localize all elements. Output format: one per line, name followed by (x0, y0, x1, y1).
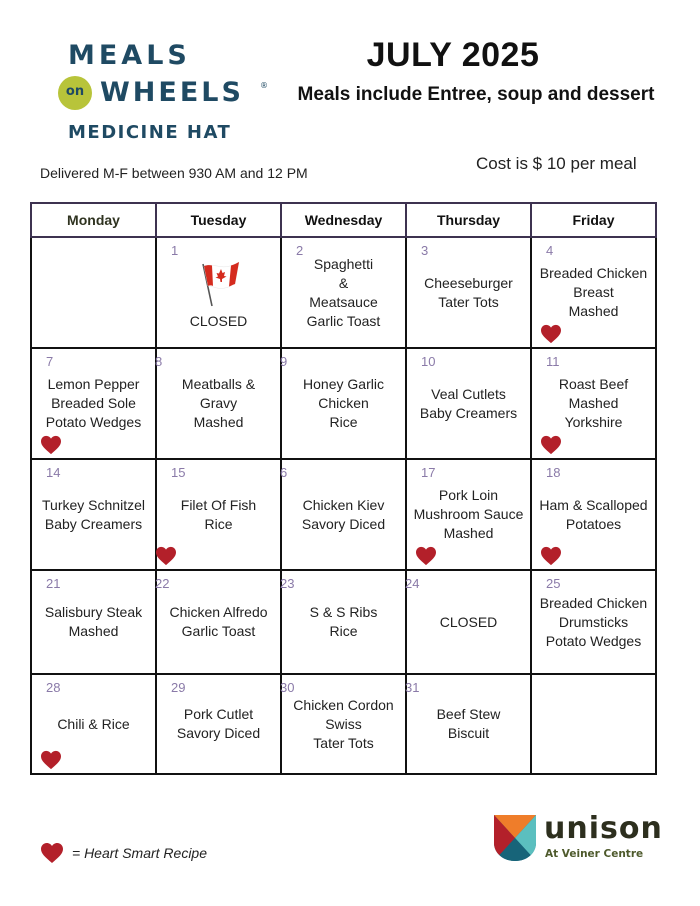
meal-line: Mashed (193, 414, 244, 430)
meal-line: Mashed (568, 395, 619, 411)
meal-line: Baby Creamers (44, 515, 143, 532)
meal-line: Chili & Rice (57, 715, 130, 732)
meal-line: Veal Cutlets (431, 385, 506, 402)
meal-line: & (338, 274, 349, 291)
calendar-day-cell (31, 348, 156, 459)
meal-line: Tater Tots (438, 293, 499, 310)
day-number: 3 (421, 243, 429, 258)
day-number: 14 (46, 465, 61, 480)
meal-line: Filet Of Fish (180, 496, 257, 513)
heart-icon (40, 842, 64, 864)
heart-smart-icon (155, 546, 177, 566)
day-number: 30 (280, 680, 295, 695)
meal-line: Roast Beef (558, 376, 629, 392)
day-number: 18 (546, 465, 561, 480)
calendar-day-cell (531, 570, 656, 674)
meal-line: Garlic Toast (181, 623, 256, 639)
meal-line: Chicken Kiev (302, 496, 385, 513)
meal-line: Mashed (68, 623, 119, 639)
weekday-header: Wednesday (281, 203, 406, 237)
calendar-day-cell (406, 674, 531, 774)
heart-smart-icon (40, 750, 62, 770)
calendar-day-cell (406, 348, 531, 459)
meals-on-wheels-logo (58, 40, 278, 150)
delivery-info: Delivered M-F between 930 AM and 12 PM (40, 165, 308, 181)
meal-line: Yorkshire (564, 414, 623, 430)
calendar-day-cell (156, 348, 281, 459)
unison-name: unison (544, 811, 663, 846)
meal-description (32, 375, 155, 432)
canada-flag-icon (197, 254, 241, 308)
meal-line: CLOSED (439, 613, 498, 630)
calendar-day-cell (281, 348, 406, 459)
meal-line: Potato Wedges (45, 414, 142, 430)
calendar-day-cell (156, 237, 281, 348)
meal-line: Beef Stew (436, 706, 501, 722)
calendar-week-row (31, 348, 656, 459)
meal-line: Chicken Cordon (293, 696, 394, 713)
day-number: 15 (171, 465, 186, 480)
meal-line: Baby Creamers (419, 404, 518, 421)
meal-description (532, 264, 655, 321)
unison-logo (494, 811, 674, 865)
meal-description (282, 255, 405, 331)
cost-info: Cost is $ 10 per meal (476, 154, 637, 173)
weekday-header: Thursday (406, 203, 531, 237)
calendar-empty-cell (531, 674, 656, 774)
unison-shield-icon (494, 815, 536, 861)
meal-line: Mashed (568, 303, 619, 319)
meal-line: Gravy (199, 395, 238, 411)
meal-description (157, 375, 280, 432)
meal-line: Biscuit (447, 725, 490, 741)
calendar-day-cell (406, 570, 531, 674)
meal-line: Pork Loin (438, 487, 499, 503)
day-number: 1 (171, 243, 179, 258)
calendar-day-cell (31, 459, 156, 570)
calendar-empty-cell (31, 237, 156, 348)
meal-line: Cheeseburger (424, 274, 513, 291)
calendar-day-cell (406, 459, 531, 570)
meal-line: Meatsauce (309, 293, 378, 310)
meal-description (532, 594, 655, 651)
meal-description (407, 613, 530, 632)
weekday-header-row (31, 203, 656, 237)
calendar-week-row (31, 237, 656, 348)
meal-line: Savory Diced (301, 515, 386, 532)
meal-description (32, 603, 155, 641)
day-number: 25 (546, 576, 561, 591)
meal-description (157, 705, 280, 743)
meal-line: Meatballs & (181, 376, 256, 392)
meal-line: Spaghetti (313, 255, 374, 272)
meal-description (32, 496, 155, 534)
meal-line: S & S Ribs (309, 604, 378, 620)
calendar-day-cell (281, 459, 406, 570)
day-number: 29 (171, 680, 186, 695)
day-number: 17 (421, 465, 436, 480)
meal-line: Tater Tots (313, 734, 374, 751)
calendar-day-cell (531, 459, 656, 570)
meal-description (282, 496, 405, 534)
day-number: 10 (421, 354, 436, 369)
meal-description (407, 274, 530, 312)
day-number: 21 (46, 576, 61, 591)
day-number: 31 (405, 680, 420, 695)
page-subtitle: Meals include Entree, soup and dessert (297, 84, 655, 105)
meal-line: Swiss (325, 715, 362, 732)
logo-wheels-text: WHEELS (100, 77, 244, 108)
meal-line: Potato Wedges (545, 632, 642, 649)
calendar-day-cell (31, 674, 156, 774)
meal-line: Honey Garlic (303, 376, 384, 392)
calendar-week-row (31, 674, 656, 774)
meal-line: Chicken Alfredo (169, 604, 268, 620)
heart-smart-icon (415, 546, 437, 566)
calendar-day-cell (281, 674, 406, 774)
meal-calendar (30, 202, 657, 775)
meal-line: Turkey Schnitzel (42, 496, 145, 513)
calendar-day-cell (406, 237, 531, 348)
day-number: 24 (405, 576, 420, 591)
heart-smart-icon (540, 435, 562, 455)
meal-line: Rice (329, 623, 358, 639)
calendar-day-cell (281, 570, 406, 674)
logo-meals-text: MEALS (68, 40, 191, 71)
meal-line: Ham & Scalloped (539, 496, 648, 513)
meal-description (532, 496, 655, 534)
meal-line: Breaded Chicken (539, 265, 648, 281)
meal-line: Garlic Toast (306, 312, 381, 329)
day-number: 28 (46, 680, 61, 695)
meal-line: CLOSED (189, 313, 248, 329)
meal-description (282, 603, 405, 641)
calendar-day-cell (281, 237, 406, 348)
meal-line: Salisbury Steak (44, 604, 143, 620)
calendar-day-cell (156, 570, 281, 674)
heart-smart-icon (40, 435, 62, 455)
meal-description (407, 385, 530, 423)
meal-description (32, 715, 155, 734)
calendar-day-cell (156, 459, 281, 570)
meal-description (407, 486, 530, 543)
day-number: 11 (546, 354, 560, 369)
weekday-header: Monday (31, 203, 156, 237)
calendar-day-cell (531, 237, 656, 348)
calendar-week-row (31, 459, 656, 570)
meal-description (157, 312, 280, 331)
calendar-week-row (31, 570, 656, 674)
meal-line: Mashed (443, 525, 494, 541)
meal-line: Lemon Pepper (47, 376, 140, 392)
heart-smart-icon (540, 546, 562, 566)
meal-description (157, 603, 280, 641)
day-number: 7 (46, 354, 54, 369)
calendar-day-cell (156, 674, 281, 774)
day-number: 9 (280, 354, 288, 369)
meal-line: Rice (204, 515, 233, 532)
logo-medicine-hat-text: MEDICINE HAT (68, 122, 232, 143)
weekday-header: Tuesday (156, 203, 281, 237)
page-title: JULY 2025 (366, 36, 540, 74)
meal-line: Mushroom Sauce (413, 506, 524, 522)
day-number: 6 (280, 465, 288, 480)
meal-description (282, 375, 405, 432)
calendar-day-cell (531, 348, 656, 459)
day-number: 2 (296, 243, 304, 258)
day-number: 4 (546, 243, 554, 258)
meal-description (407, 705, 530, 743)
logo-on-badge: on (58, 76, 92, 110)
registered-mark: ® (260, 81, 268, 90)
unison-subtitle: At Veiner Centre (545, 848, 644, 860)
meal-line: Breast (573, 284, 614, 300)
meal-line: Potatoes (565, 515, 622, 532)
meal-description (157, 496, 280, 534)
weekday-header: Friday (531, 203, 656, 237)
meal-line: Pork Cutlet (183, 706, 254, 722)
meal-line: Breaded Sole (51, 395, 136, 411)
meal-description (282, 696, 405, 753)
meal-line: Drumsticks (558, 613, 629, 630)
meal-description (532, 375, 655, 432)
meal-line: Breaded Chicken (539, 594, 648, 611)
meal-line: Rice (329, 414, 358, 430)
day-number: 8 (155, 354, 163, 369)
meal-line: Savory Diced (176, 725, 261, 741)
day-number: 22 (155, 576, 170, 591)
heart-smart-icon (540, 324, 562, 344)
meal-line: Chicken (318, 395, 369, 411)
day-number: 23 (280, 576, 295, 591)
legend-text: = Heart Smart Recipe (72, 845, 207, 861)
calendar-day-cell (31, 570, 156, 674)
